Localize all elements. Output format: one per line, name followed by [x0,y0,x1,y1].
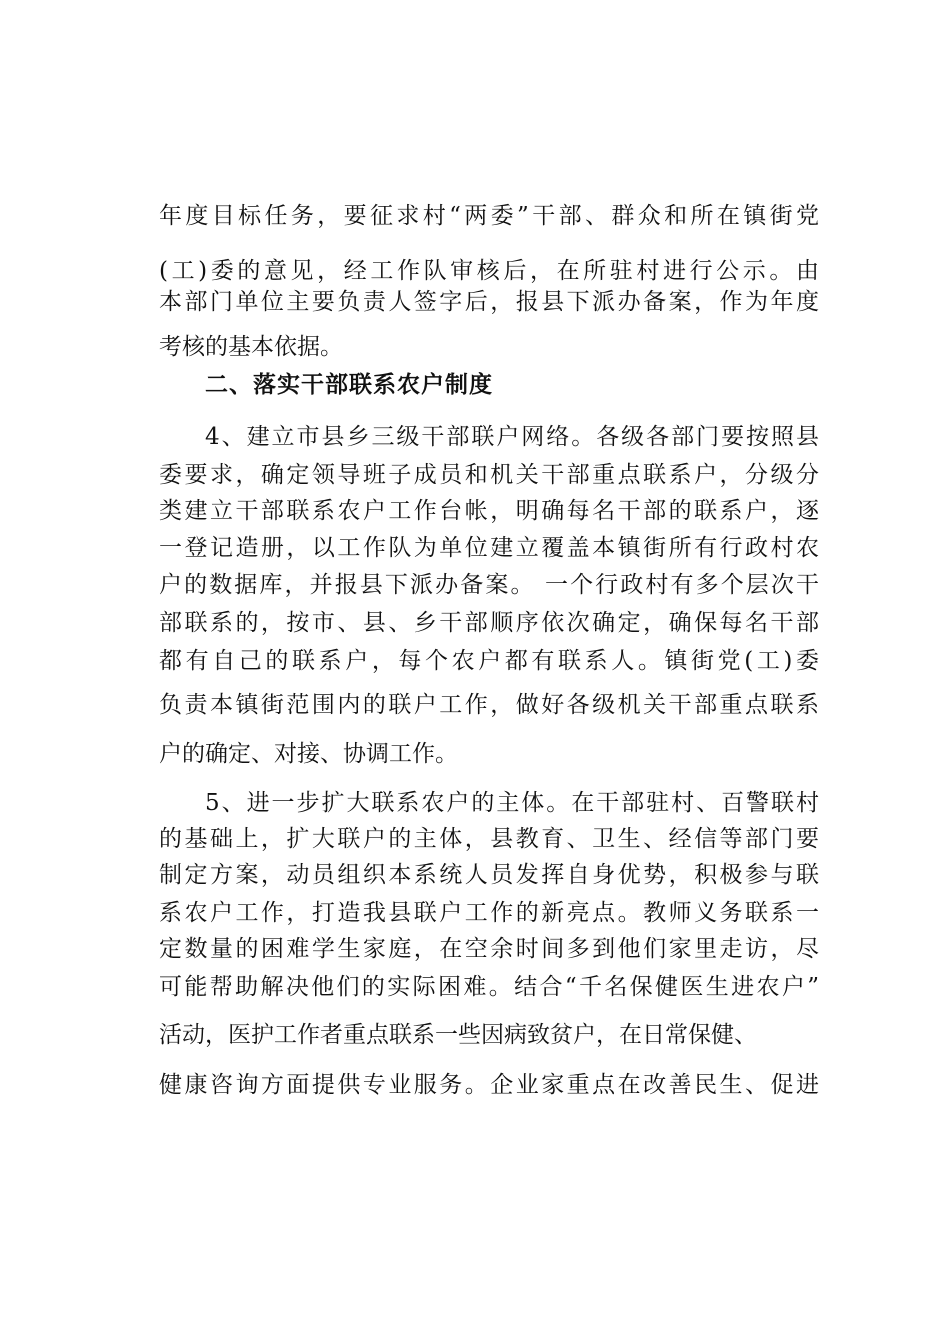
text-line: 健康咨询方面提供专业服务。企业家重点在改善民生、促进 [159,1072,819,1098]
text-line: 委要求，确定领导班子成员和机关干部重点联系户，分级分 [159,462,819,488]
text-line: (工)委的意见，经工作队审核后，在所驻村进行公示。由 [159,258,819,284]
text-line: 制定方案，动员组织本系统人员发挥自身优势，积极参与联 [159,862,819,888]
text-line: 系农户工作，打造我县联户工作的新亮点。教师义务联系一 [159,900,819,926]
text-line: 部联系的，按市、县、乡干部顺序依次确定，确保每名干部 [159,610,819,636]
text-line: 类建立干部联系农户工作台帐，明确每名干部的联系户，逐 [159,498,819,524]
text-line: 活动，医护工作者重点联系一些因病致贫户，在日常保健、 [159,1022,757,1048]
text-line: 可能帮助解决他们的实际困难。结合“千名保健医生进农户” [159,974,819,1000]
text-line: 5、进一步扩大联系农户的主体。在干部驻村、百警联村 [205,790,819,816]
text-line: 都有自己的联系户，每个农户都有联系人。镇街党(工)委 [159,648,819,674]
text-line: 的基础上，扩大联户的主体，县教育、卫生、经信等部门要 [159,826,819,852]
text-line: 定数量的困难学生家庭，在空余时间多到他们家里走访，尽 [159,936,819,962]
text-line: 本部门单位主要负责人签字后，报县下派办备案，作为年度 [159,289,819,315]
text-line: 一登记造册，以工作队为单位建立覆盖本镇街所有行政村农 [159,535,819,561]
text-line: 户的数据库，并报县下派办备案。 一个行政村有多个层次干 [159,572,819,598]
text-line: 负责本镇街范围内的联户工作，做好各级机关干部重点联系 [159,692,819,718]
text-line: 4、建立市县乡三级干部联户网络。各级各部门要按照县 [205,424,819,450]
text-line: 年度目标任务，要征求村“两委”干部、群众和所在镇街党 [159,203,819,229]
text-line: 户的确定、对接、协调工作。 [159,741,458,767]
section-heading: 二、落实干部联系农户制度 [205,372,493,398]
text-line: 考核的基本依据。 [159,334,343,360]
